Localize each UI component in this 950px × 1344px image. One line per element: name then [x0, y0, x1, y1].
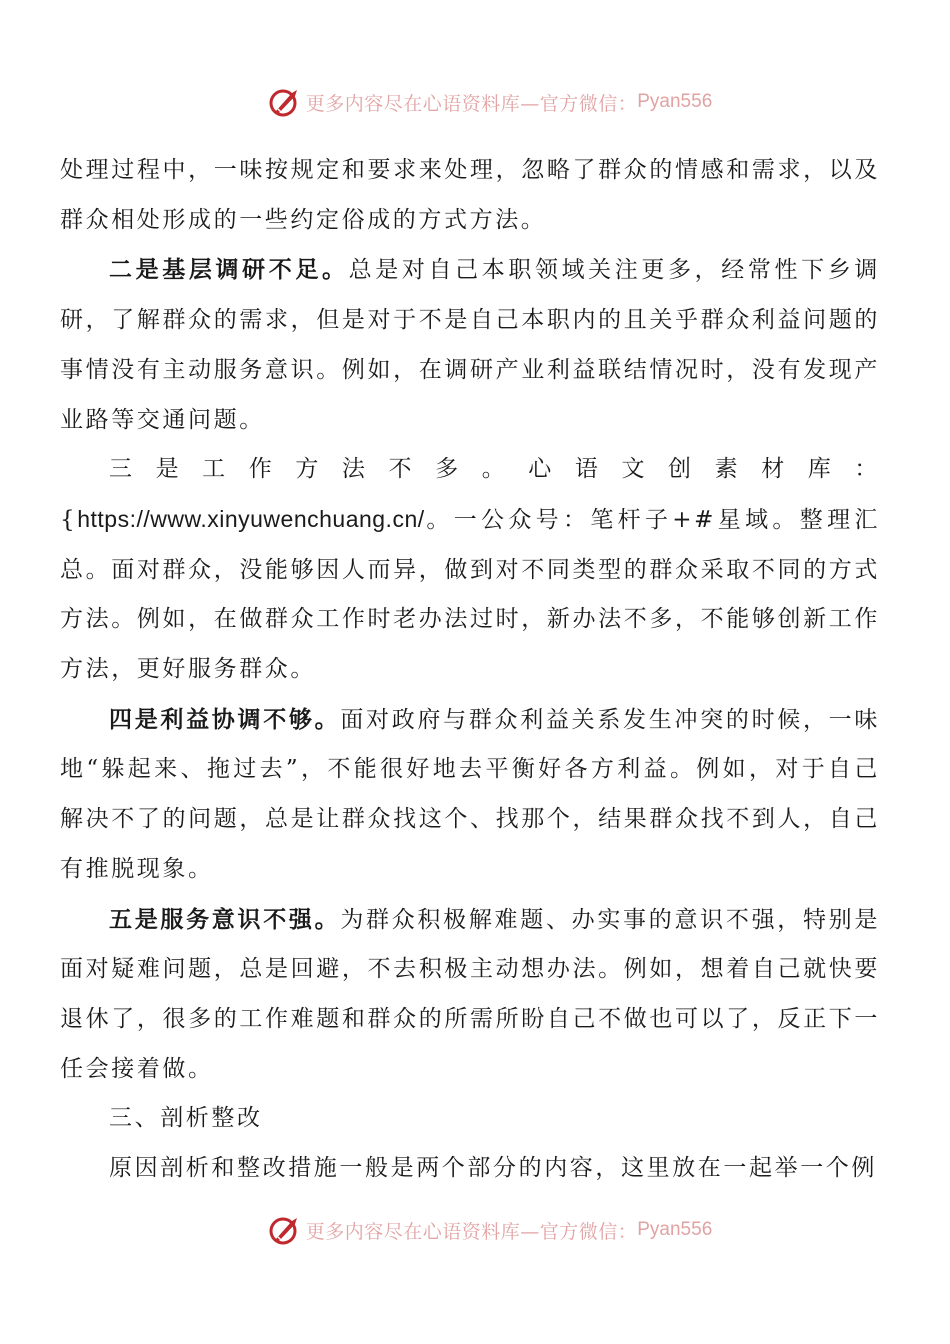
document-body	[60, 146, 880, 1194]
banner-wechat-id: Pyan556	[637, 91, 713, 112]
paragraph-2-lead: 二是基层调研不足。	[109, 256, 349, 284]
header-banner	[0, 82, 950, 122]
paragraph-5	[60, 895, 880, 1095]
footer-banner	[0, 1210, 950, 1250]
footer-wechat-id: Pyan556	[637, 1219, 713, 1240]
paragraph-1: 处理过程中，一味按规定和要求来处理，忽略了群众的情感和需求，以及群众相处形成的一些约定俗成的方式方法。	[60, 157, 880, 233]
paragraph-3-url: https://www.xinyuwenchuang.cn/	[77, 505, 425, 532]
paragraph-2-text: 总是对自己本职领域关注更多，经常性下乡调研，了解群众的需求，但是对于不是自己本职内的且关乎群众利益问题的事情没有主动服务意识。例如，在调研产业利益联结情况时，没有发现产业路等交通问题。	[60, 257, 880, 433]
paragraph-5-text: 为群众积极解难题、办实事的意识不强，特别是面对疑难问题，总是回避，不去积极主动想办法。例如，想着自己就快要退休了，很多的工作难题和群众的所需所盼自己不做也可以了，反正下一任会接着做。	[60, 906, 880, 1082]
paragraph-4-lead: 四是利益协调不够。	[109, 705, 341, 733]
section-heading: 三、剖析整改	[109, 1105, 263, 1132]
pen-logo-icon	[268, 85, 302, 119]
paragraph-4	[60, 695, 880, 895]
footer-slogan: 更多内容尽在心语资料库—官方微信：	[305, 1220, 638, 1243]
paragraph-3	[60, 445, 880, 695]
paragraph-3-part-a: 三是工作方法不多。心语文创素材库：{	[60, 456, 880, 533]
pen-logo-icon	[268, 1213, 302, 1247]
paragraph-2	[60, 245, 880, 445]
paragraph-3-part-b: 。一公众号：笔杆子+#星域。整理汇总。面对群众，没能够因人而异，做到对不同类型的群众采取不同的方式方法。例如，在做群众工作时老办法过时，新办法不多，不能够创新工作方法，更好服务群众。	[60, 506, 880, 683]
paragraph-6: 原因剖析和整改措施一般是两个部分的内容，这里放在一起举一个例	[109, 1155, 877, 1182]
banner-slogan: 更多内容尽在心语资料库—官方微信：	[305, 92, 638, 115]
paragraph-4-text: 面对政府与群众利益关系发生冲突的时候，一味地“躲起来、拖过去”，不能很好地去平衡好各方利益。例如，对于自己解决不了的问题，总是让群众找这个、找那个，结果群众找不到人，自己有推脱现象。	[60, 706, 880, 882]
paragraph-5-lead: 五是服务意识不强。	[109, 905, 341, 933]
